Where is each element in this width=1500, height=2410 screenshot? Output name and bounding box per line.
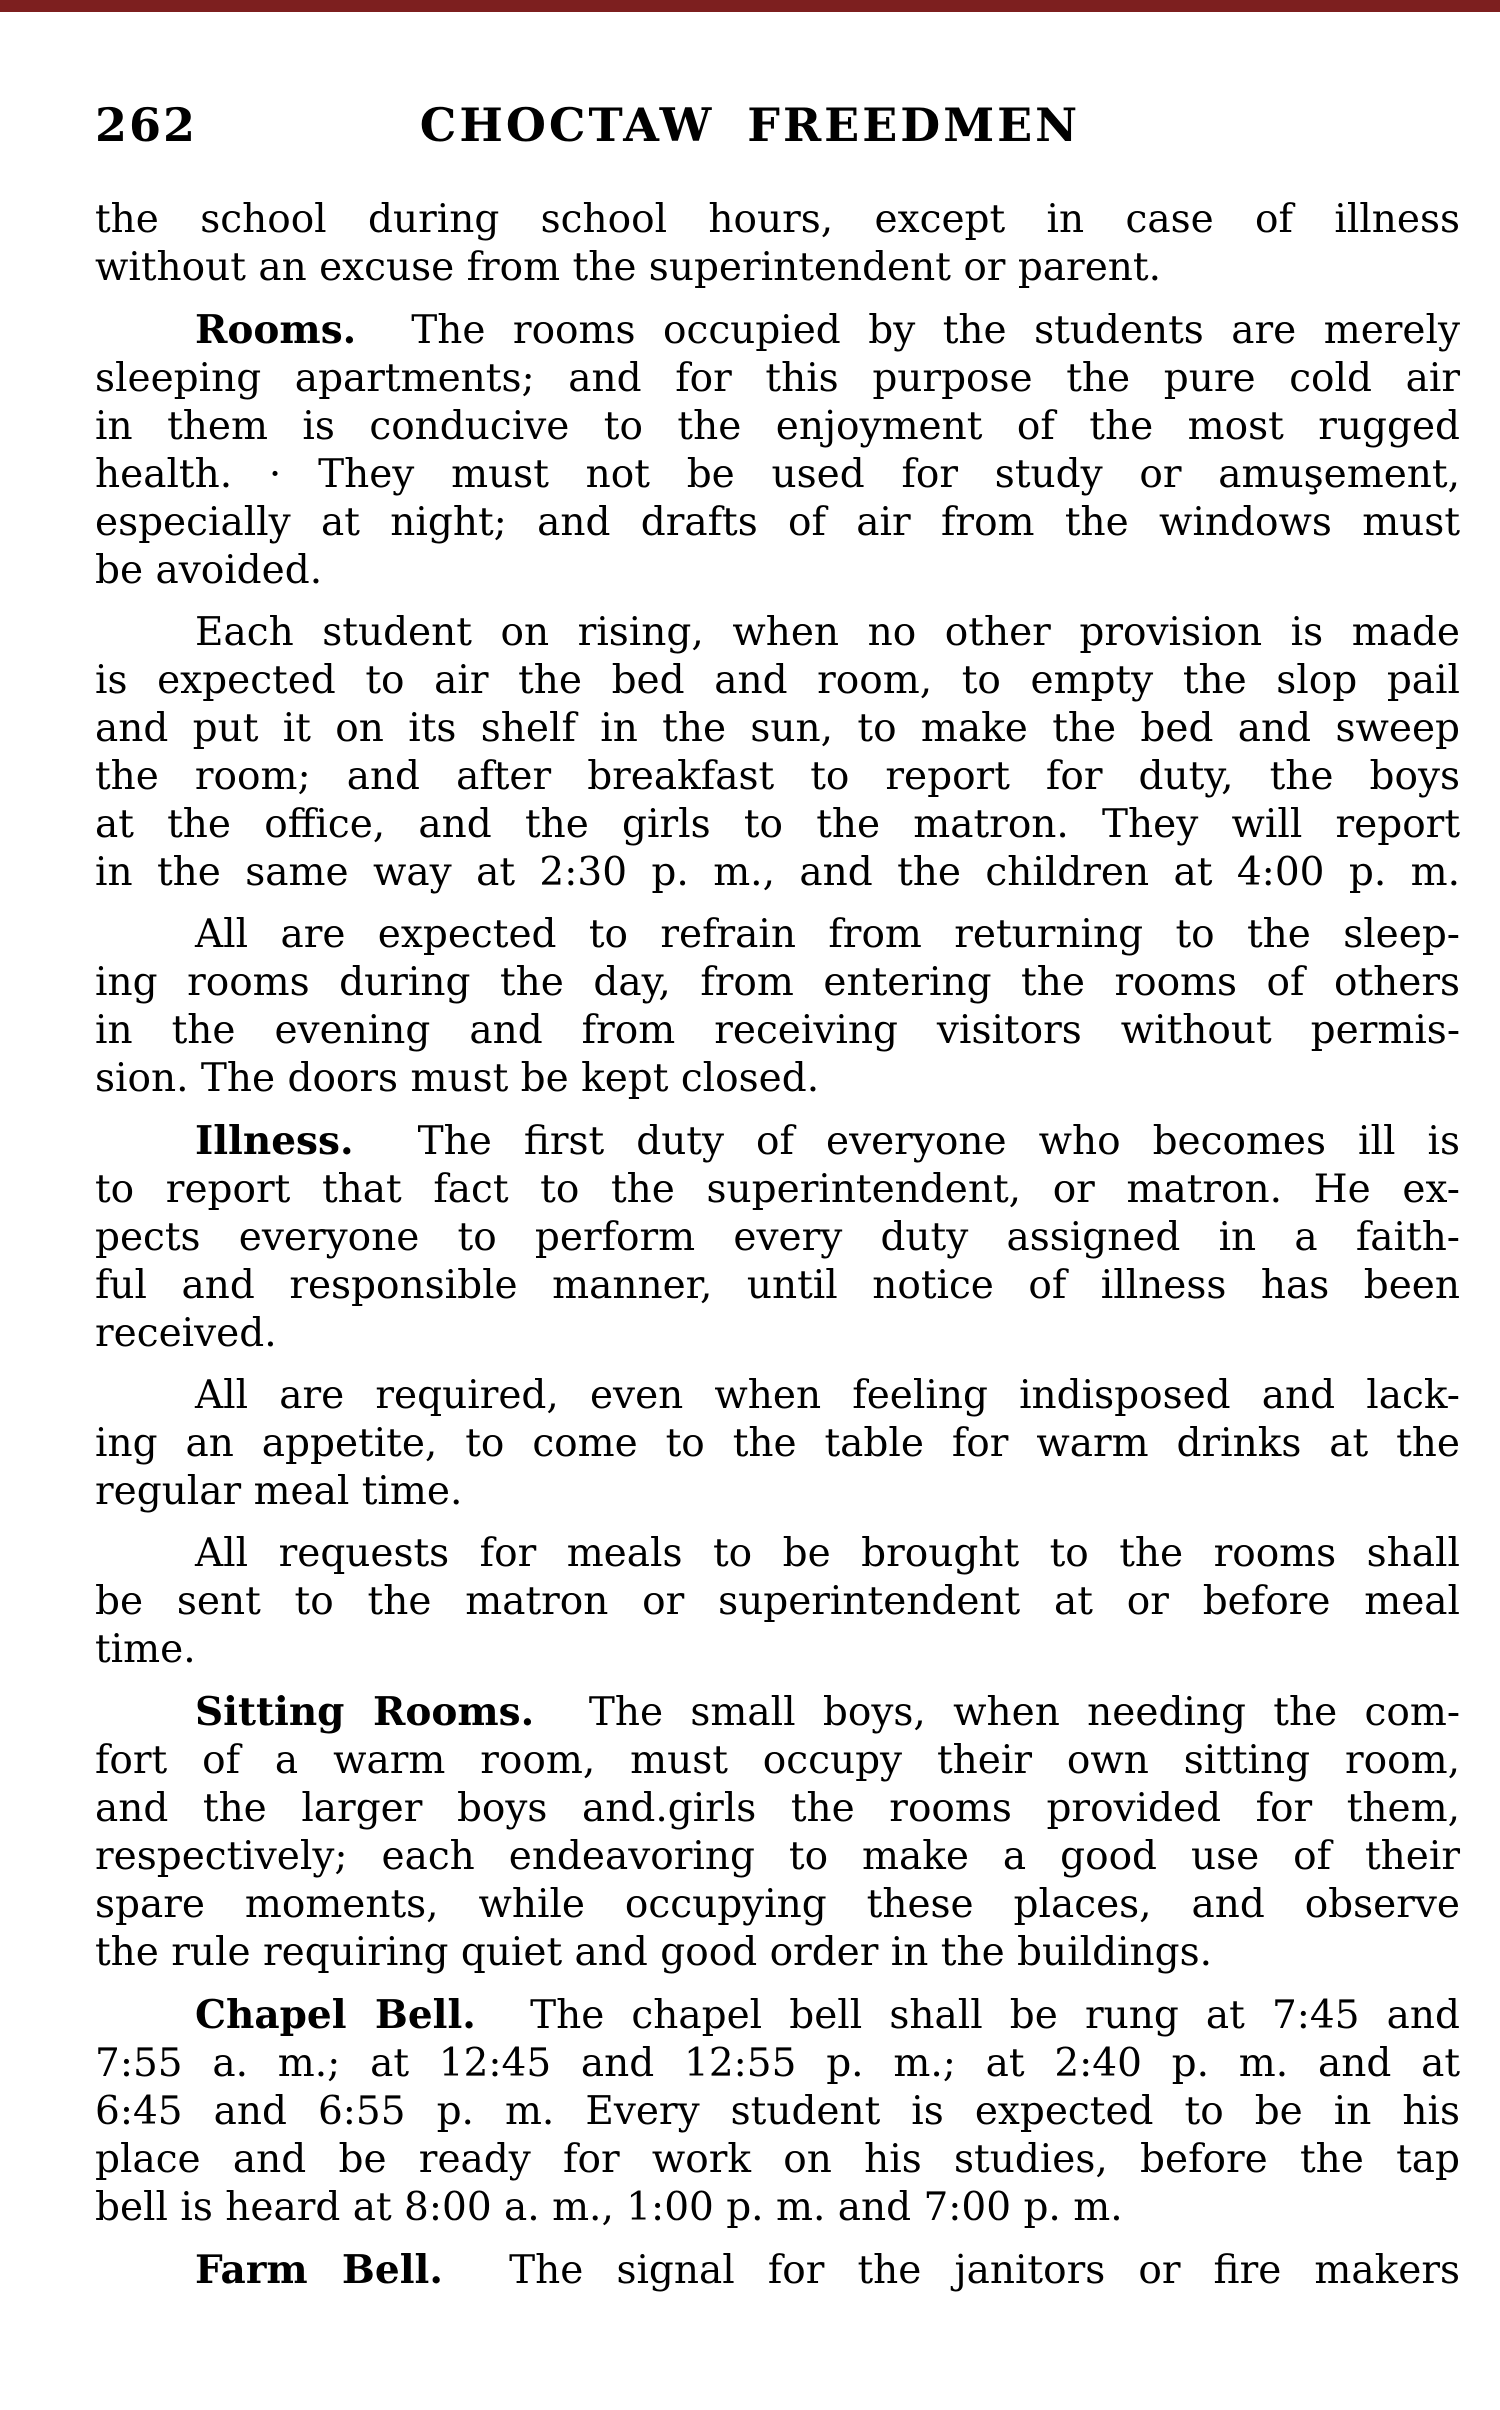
text-line: be sent to the matron or superintendent at or before meal <box>95 1579 1460 1624</box>
text-line: ful and responsible manner, until notice of illness has been <box>95 1263 1460 1308</box>
text-line: Rooms. The rooms occupied by the students are merely <box>195 307 1460 353</box>
section-label: Rooms. <box>195 307 357 353</box>
text-line: at the office, and the girls to the matron. They will report <box>95 802 1460 847</box>
text-line: place and be ready for work on his studies, before the tap <box>95 2137 1460 2182</box>
text-line: to report that fact to the superintendent, or matron. He ex- <box>95 1167 1460 1212</box>
section-label: Chapel Bell. <box>195 1992 476 2038</box>
text-line: All are expected to refrain from returning to the sleep- <box>195 912 1460 957</box>
paragraph <box>95 1530 1460 1674</box>
paragraph <box>95 1991 1460 2232</box>
text-line: and put it on its shelf in the sun, to make the bed and sweep <box>95 706 1460 751</box>
paragraph <box>95 911 1460 1103</box>
text-line: and the larger boys and.girls the rooms provided for them, <box>95 1786 1460 1831</box>
text-line: in the same way at 2:30 p. m., and the children at 4:00 p. m. <box>95 850 1460 895</box>
text-line: Chapel Bell. The chapel bell shall be rung at 7:45 and <box>195 1992 1460 2038</box>
text-line: All requests for meals to be brought to the rooms shall <box>195 1531 1460 1576</box>
page-number: 262 <box>95 98 198 152</box>
text-line: fort of a warm room, must occupy their own sitting room, <box>95 1738 1460 1783</box>
text-line: bell is heard at 8:00 a. m., 1:00 p. m. and 7:00 p. m. <box>95 2185 1123 2230</box>
text-line: Each student on rising, when no other provision is made <box>195 610 1460 655</box>
section-label: Illness. <box>195 1118 354 1164</box>
paragraph <box>95 1688 1460 1977</box>
text-line: in the evening and from receiving visitors without permis- <box>95 1008 1460 1053</box>
text-line: without an excuse from the superintendent or parent. <box>95 245 1161 290</box>
text-line: regular meal time. <box>95 1469 463 1514</box>
paragraph <box>95 1117 1460 1358</box>
paragraph <box>95 196 1460 292</box>
text-line: sleeping apartments; and for this purpose the pure cold air <box>95 356 1460 401</box>
running-title: CHOCTAW FREEDMEN <box>419 98 1081 152</box>
text-line: sion. The doors must be kept closed. <box>95 1056 820 1101</box>
section-label: Sitting Rooms. <box>195 1689 535 1735</box>
text-line: Sitting Rooms. The small boys, when needing the com- <box>195 1689 1460 1735</box>
text-line: respectively; each endeavoring to make a good use of their <box>95 1834 1460 1879</box>
section-label: Farm Bell. <box>195 2247 443 2293</box>
text-line: the school during school hours, except in case of illness <box>95 197 1460 242</box>
page-body <box>95 196 1460 2295</box>
text-line: spare moments, while occupying these places, and observe <box>95 1882 1460 1927</box>
scan-edge-bar <box>0 0 1500 12</box>
text-line: ing an appetite, to come to the table for warm drinks at the <box>95 1421 1460 1466</box>
text-line: is expected to air the bed and room, to empty the slop pail <box>95 658 1460 703</box>
text-line: especially at night; and drafts of air from the windows must <box>95 500 1460 545</box>
text-line: the room; and after breakfast to report for duty, the boys <box>95 754 1460 799</box>
text-line: ing rooms during the day, from entering the rooms of others <box>95 960 1460 1005</box>
text-line: health. · They must not be used for study or amuşement, <box>95 452 1460 497</box>
text-line: pects everyone to perform every duty assigned in a faith- <box>95 1215 1460 1260</box>
text-line: Farm Bell. The signal for the janitors or fire makers <box>195 2247 1461 2293</box>
paragraph <box>95 306 1460 595</box>
text-line: the rule requiring quiet and good order in the buildings. <box>95 1930 1213 1975</box>
text-line: 6:45 and 6:55 p. m. Every student is expected to be in his <box>95 2089 1460 2134</box>
text-line: All are required, even when feeling indisposed and lack- <box>195 1373 1460 1418</box>
text-line: time. <box>95 1627 196 1672</box>
paragraph <box>95 2246 1460 2295</box>
paragraph <box>95 609 1460 897</box>
text-line: Illness. The first duty of everyone who becomes ill is <box>195 1118 1460 1164</box>
paragraph <box>95 1372 1460 1516</box>
text-line: in them is conducive to the enjoyment of the most rugged <box>95 404 1460 449</box>
text-line: received. <box>95 1311 277 1356</box>
text-line: 7:55 a. m.; at 12:45 and 12:55 p. m.; at 2:40 p. m. and at <box>95 2041 1460 2086</box>
text-line: be avoided. <box>95 548 323 593</box>
page-header <box>0 96 1500 154</box>
